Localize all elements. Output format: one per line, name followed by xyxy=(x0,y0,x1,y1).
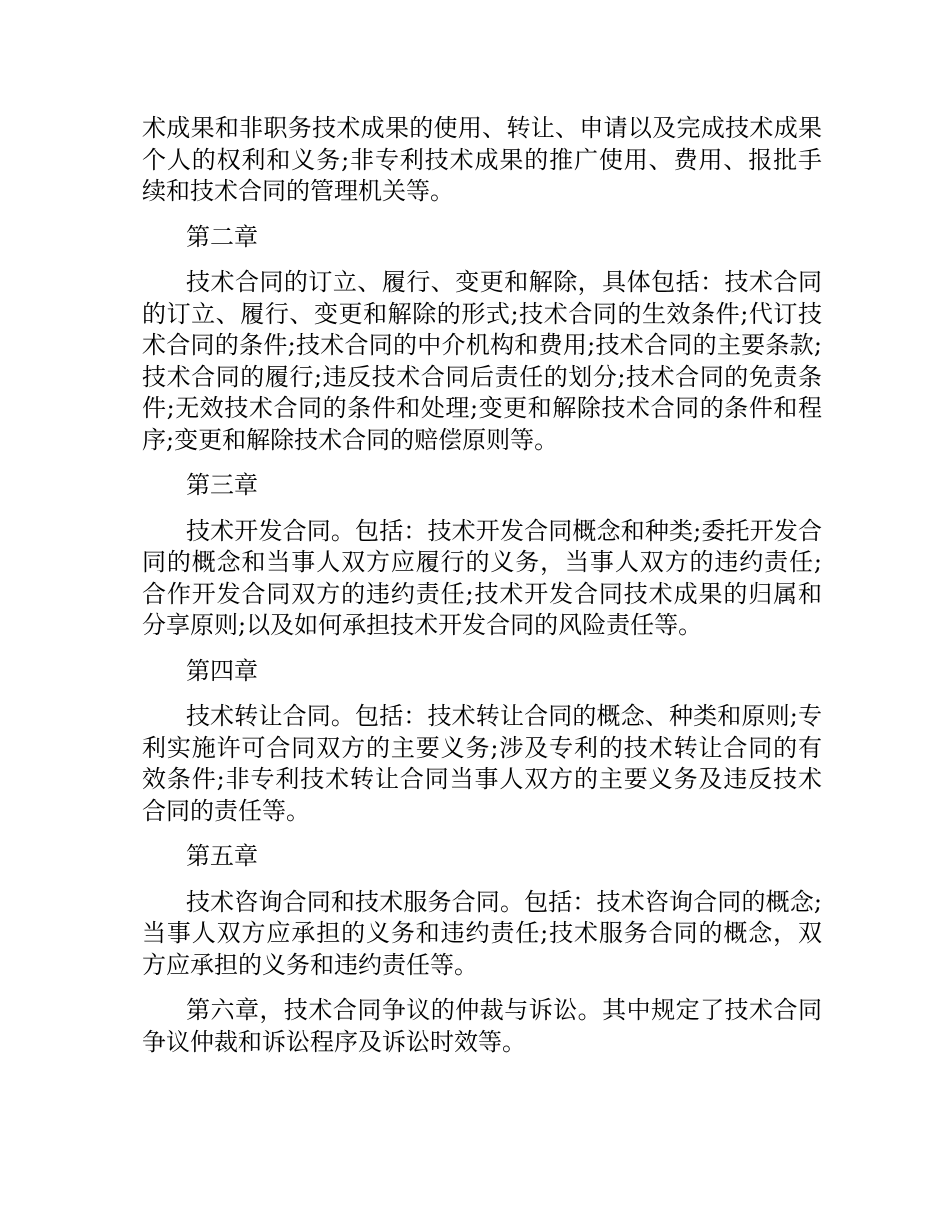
chapter-heading-2: 第二章 xyxy=(186,222,258,251)
paragraph-chapter-4: 技术转让合同。包括：技术转让合同的概念、种类和原则;专利实施许可合同双方的主要义务;涉及专利的技术转让合同的有效条件;非专利技术转让合同当事人双方的主要义务及违反技术合同的责任等。 xyxy=(142,702,822,825)
paragraph-chapter-5: 技术咨询合同和技术服务合同。包括：技术咨询合同的概念;当事人双方应承担的义务和违约责任;技术服务合同的概念，双方应承担的义务和违约责任等。 xyxy=(142,887,822,979)
paragraph-chapter-6: 第六章，技术合同争议的仲裁与诉讼。其中规定了技术合同争议仲裁和诉讼程序及诉讼时效等。 xyxy=(142,996,822,1056)
paragraph-continued: 术成果和非职务技术成果的使用、转让、申请以及完成技术成果个人的权利和义务;非专利技术成果的推广使用、费用、报批手续和技术合同的管理机关等。 xyxy=(142,114,822,205)
chapter-heading-5: 第五章 xyxy=(186,842,258,870)
chapter-heading-3: 第三章 xyxy=(186,471,258,499)
chapter-heading-4: 第四章 xyxy=(186,656,258,685)
paragraph-chapter-2: 技术合同的订立、履行、变更和解除，具体包括：技术合同的订立、履行、变更和解除的形式;技术合同的生效条件;代订技术合同的条件;技术合同的中介机构和费用;技术合同的主要条款;技术合同的履行;违反技术合同后责任的划分;技术合同的免责条件;无效技术合同的条件和处理;变更和解除技术合同的条件和程序;变更和解除技术合同的赔偿原则等。 xyxy=(142,268,822,454)
paragraph-chapter-3: 技术开发合同。包括：技术开发合同概念和种类;委托开发合同的概念和当事人双方应履行的义务，当事人双方的违约责任;合作开发合同双方的违约责任;技术开发合同技术成果的归属和分享原则;以及如何承担技术开发合同的风险责任等。 xyxy=(142,516,822,639)
document-page xyxy=(142,113,822,1072)
